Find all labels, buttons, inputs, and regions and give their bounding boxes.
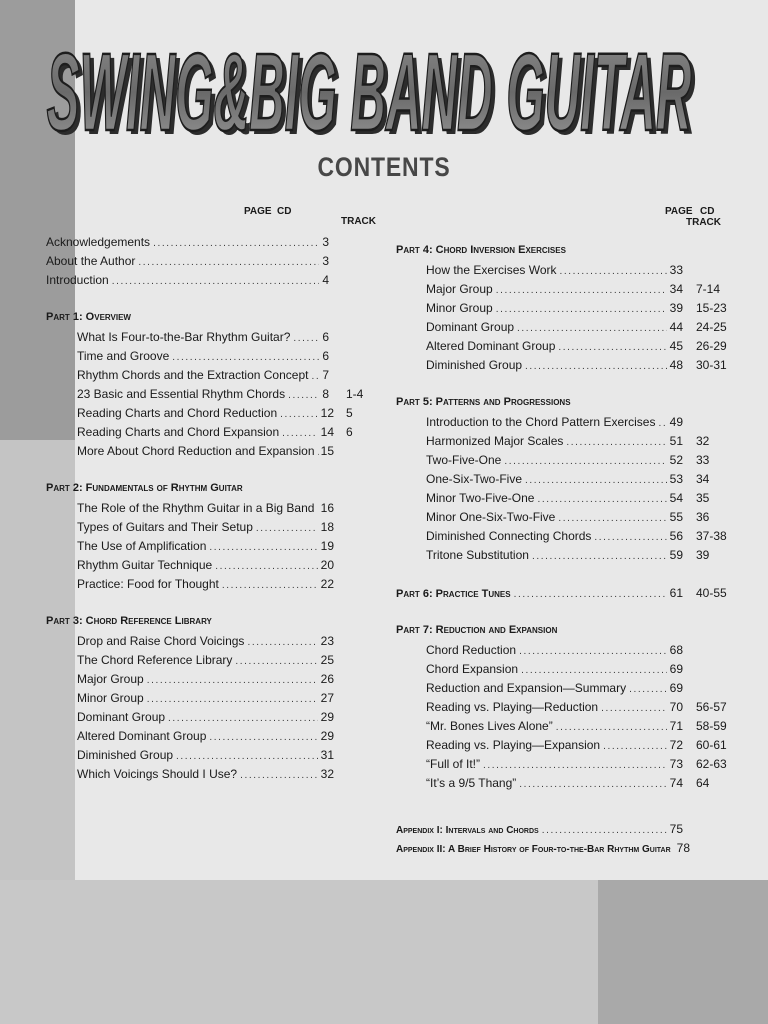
toc-entry[interactable]: One-Six-Two-Five ..... 53 xyxy=(426,473,683,486)
track-number: 5 xyxy=(346,406,353,420)
toc-entry[interactable]: Introduction ..... 4 xyxy=(46,274,329,287)
track-number: 24-25 xyxy=(696,320,727,334)
track-number: 56-57 xyxy=(696,700,727,714)
track-number: 62-63 xyxy=(696,757,727,771)
part-heading: Part 5: Patterns and Progressions xyxy=(396,396,571,408)
track-number: 39 xyxy=(696,548,710,562)
track-number: 1-4 xyxy=(346,387,364,401)
toc-entry[interactable]: Appendix I: Intervals and Chords ..... 75 xyxy=(396,823,683,836)
track-number: 26-29 xyxy=(696,339,727,353)
toc-entry[interactable]: Dominant Group ..... 44 xyxy=(426,321,683,334)
track-number: 35 xyxy=(696,491,710,505)
toc-entry[interactable]: Major Group ..... 34 xyxy=(426,283,683,296)
toc-entry[interactable]: Two-Five-One ..... 52 xyxy=(426,454,683,467)
toc-entry[interactable]: Acknowledgements ..... 3 xyxy=(46,236,329,249)
toc-entry[interactable]: “Mr. Bones Lives Alone” ..... 71 xyxy=(426,720,683,733)
track-number: 64 xyxy=(696,776,710,790)
left-band-lower xyxy=(0,440,75,880)
toc-entry[interactable]: Time and Groove ..... 6 xyxy=(77,350,329,363)
track-number: 36 xyxy=(696,510,710,524)
right-page-header: PAGE xyxy=(665,206,693,217)
toc-entry[interactable]: Reading vs. Playing—Expansion ..... 72 xyxy=(426,739,683,752)
toc-entry[interactable]: Altered Dominant Group ..... 45 xyxy=(426,340,683,353)
part-heading: Part 3: Chord Reference Library xyxy=(46,615,212,627)
part-heading: Part 1: Overview xyxy=(46,311,131,323)
toc-entry[interactable]: 23 Basic and Essential Rhythm Chords ..... 8 xyxy=(77,388,329,401)
track-number: 6 xyxy=(346,425,353,439)
toc-entry[interactable]: Minor One-Six-Two-Five ..... 55 xyxy=(426,511,683,524)
part-heading: Part 4: Chord Inversion Exercises xyxy=(396,244,566,256)
right-track-header: TRACK xyxy=(686,217,721,228)
toc-entry[interactable]: Types of Guitars and Their Setup ..... 18 xyxy=(77,521,334,534)
track-number: 40-55 xyxy=(696,586,727,600)
contents-heading: CONTENTS xyxy=(317,152,451,182)
toc-entry[interactable]: What Is Four-to-the-Bar Rhythm Guitar? ..... 6 xyxy=(77,331,329,344)
toc-entry[interactable]: Dominant Group ..... 29 xyxy=(77,711,334,724)
toc-entry[interactable]: “It’s a 9/5 Thang” ..... 74 xyxy=(426,777,683,790)
track-number: 37-38 xyxy=(696,529,727,543)
toc-entry[interactable]: Diminished Group ..... 31 xyxy=(77,749,334,762)
track-number: 30-31 xyxy=(696,358,727,372)
toc-entry[interactable]: Reduction and Expansion—Summary ..... 69 xyxy=(426,682,683,695)
track-number: 60-61 xyxy=(696,738,727,752)
toc-entry[interactable]: Reading Charts and Chord Expansion ..... 14 xyxy=(77,426,334,439)
toc-entry[interactable]: Harmonized Major Scales ..... 51 xyxy=(426,435,683,448)
toc-entry[interactable]: The Chord Reference Library ..... 25 xyxy=(77,654,334,667)
toc-entry[interactable]: Reading Charts and Chord Reduction ..... 12 xyxy=(77,407,334,420)
left-track-header: TRACK xyxy=(341,216,376,227)
toc-entry[interactable]: Chord Expansion ..... 69 xyxy=(426,663,683,676)
track-number: 34 xyxy=(696,472,710,486)
toc-entry[interactable]: Chord Reduction ..... 68 xyxy=(426,644,683,657)
toc-entry[interactable]: About the Author ..... 3 xyxy=(46,255,329,268)
toc-entry[interactable]: Appendix II: A Brief History of Four-to-the-Bar Rhythm Guitar 78 xyxy=(396,841,691,855)
track-number: 15-23 xyxy=(696,301,727,315)
left-cd-header: CD xyxy=(277,206,292,217)
toc-entry[interactable]: Minor Two-Five-One ..... 54 xyxy=(426,492,683,505)
toc-entry[interactable]: Part 6: Practice Tunes ..... 61 xyxy=(396,587,683,600)
right-cd-header: CD xyxy=(700,206,715,217)
toc-entry[interactable]: Major Group ..... 26 xyxy=(77,673,334,686)
toc-entry[interactable]: Introduction to the Chord Pattern Exercises ..... 49 xyxy=(426,416,683,429)
track-number: 58-59 xyxy=(696,719,727,733)
track-number: 32 xyxy=(696,434,710,448)
part-heading: Part 7: Reduction and Expansion xyxy=(396,624,558,636)
toc-entry[interactable]: More About Chord Reduction and Expansion ..... 15 xyxy=(77,445,334,458)
toc-entry[interactable]: Drop and Raise Chord Voicings ..... 23 xyxy=(77,635,334,648)
toc-entry[interactable]: Rhythm Chords and the Extraction Concept ..... 7 xyxy=(77,369,329,382)
toc-entry[interactable]: Altered Dominant Group ..... 29 xyxy=(77,730,334,743)
toc-entry[interactable]: Minor Group ..... 39 xyxy=(426,302,683,315)
logo-text: SWING&BIG BAND GUITAR xyxy=(46,31,692,155)
toc-entry[interactable]: Diminished Connecting Chords ..... 56 xyxy=(426,530,683,543)
toc-entry[interactable]: Practice: Food for Thought ..... 22 xyxy=(77,578,334,591)
track-number: 7-14 xyxy=(696,282,721,296)
part-heading: Part 2: Fundamentals of Rhythm Guitar xyxy=(46,482,243,494)
toc-entry[interactable]: The Use of Amplification ..... 19 xyxy=(77,540,334,553)
toc-entry[interactable]: Reading vs. Playing—Reduction ..... 70 xyxy=(426,701,683,714)
toc-entry[interactable]: “Full of It!” ..... 73 xyxy=(426,758,683,771)
left-page-header: PAGE xyxy=(244,206,272,217)
toc-entry[interactable]: How the Exercises Work ..... 33 xyxy=(426,264,683,277)
toc-entry[interactable]: Minor Group ..... 27 xyxy=(77,692,334,705)
toc-entry[interactable]: Tritone Substitution ..... 59 xyxy=(426,549,683,562)
logo-shadow: SWING&BIG BAND GUITAR xyxy=(50,35,696,159)
toc-entry[interactable]: The Role of the Rhythm Guitar in a Big Band ..... 16 xyxy=(77,502,334,515)
toc-entry[interactable]: Diminished Group ..... 48 xyxy=(426,359,683,372)
corner-block xyxy=(598,880,768,1024)
toc-entry[interactable]: Rhythm Guitar Technique ..... 20 xyxy=(77,559,334,572)
toc-entry[interactable]: Which Voicings Should I Use? ..... 32 xyxy=(77,768,334,781)
track-number: 33 xyxy=(696,453,710,467)
